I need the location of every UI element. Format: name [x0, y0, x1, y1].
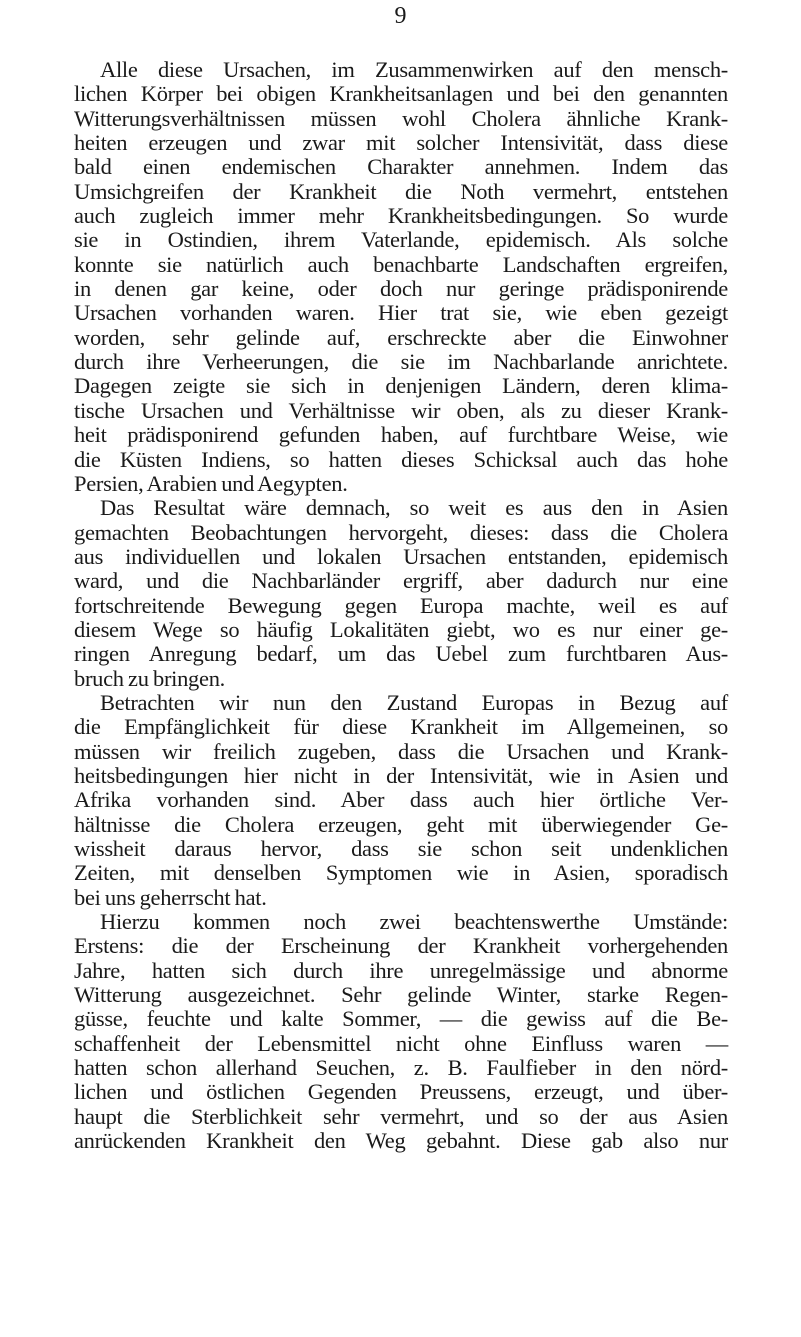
text-line: Hierzu kommen noch zwei beachtenswerthe Umstände:: [100, 909, 728, 935]
text-line: wissheit daraus hervor, dass sie schon seit undenklichen: [74, 836, 728, 861]
text-line: sie in Ostindien, ihrem Vaterlande, epidemisch. Als solche: [74, 227, 728, 253]
text-line: heit prädisponirend gefunden haben, auf furchtbare Weise, wie: [74, 422, 728, 448]
text-line: Dagegen zeigte sie sich in denjenigen Ländern, deren klima-: [74, 373, 728, 399]
text-line: tische Ursachen und Verhältnisse wir oben, als zu dieser Krank-: [74, 397, 728, 423]
text-line: anrückenden Krankheit den Weg gebahnt. Diese gab also nur: [74, 1128, 728, 1154]
text-line: fortschreitende Bewegung gegen Europa machte, weil es auf: [74, 592, 728, 618]
text-line: bei uns geherrscht hat.: [74, 884, 267, 910]
text-line: lichen Körper bei obigen Krankheitsanlagen und bei den genannten: [74, 81, 728, 107]
text-line: heiten erzeugen und zwar mit solcher Intensivität, dass diese: [74, 130, 728, 156]
text-line: ringen Anregung bedarf, um das Uebel zum furchtbaren Aus-: [74, 641, 728, 667]
text-line: Jahre, hatten sich durch ihre unregelmässige und abnorme: [74, 957, 728, 983]
text-line: schaffenheit der Lebensmittel nicht ohne Einfluss waren —: [74, 1030, 728, 1056]
text-line: Afrika vorhanden sind. Aber dass auch hier örtliche Ver-: [74, 787, 728, 813]
text-line: bruch zu bringen.: [74, 665, 225, 691]
text-line: konnte sie natürlich auch benachbarte Landschaften ergreifen,: [74, 251, 728, 277]
text-line: die Empfänglichkeit für diese Krankheit im Allgemeinen, so: [74, 714, 728, 740]
text-line: hatten schon allerhand Seuchen, z. B. Faulfieber in den nörd-: [74, 1055, 728, 1081]
text-line: diesem Wege so häufig Lokalitäten giebt, wo es nur einer ge-: [74, 616, 728, 642]
text-line: durch ihre Verheerungen, die sie im Nachbarlande anrichtete.: [74, 349, 728, 375]
text-line: hältnisse die Cholera erzeugen, geht mit überwiegender Ge-: [74, 811, 728, 837]
text-line: müssen wir freilich zugeben, dass die Ursachen und Krank-: [74, 738, 728, 764]
page-number: 9: [394, 3, 407, 29]
text-line: Erstens: die der Erscheinung der Krankheit vorhergehenden: [74, 933, 728, 959]
text-line: ward, und die Nachbarländer ergriff, aber dadurch nur eine: [74, 568, 728, 594]
text-line: Das Resultat wäre demnach, so weit es aus den in Asien: [100, 495, 728, 521]
text-line: heitsbedingungen hier nicht in der Intensivität, wie in Asien und: [74, 762, 728, 788]
text-line: in denen gar keine, oder doch nur geringe prädisponirende: [74, 276, 728, 302]
text-line: güsse, feuchte und kalte Sommer, — die gewiss auf die Be-: [74, 1006, 728, 1032]
text-line: Ursachen vorhanden waren. Hier trat sie, wie eben gezeigt: [74, 300, 728, 326]
text-line: worden, sehr gelinde auf, erschreckte aber die Einwohner: [74, 324, 728, 350]
text-line: auch zugleich immer mehr Krankheitsbedingungen. So wurde: [74, 203, 728, 229]
text-line: Zeiten, mit denselben Symptomen wie in Asien, sporadisch: [74, 860, 728, 886]
text-line: lichen und östlichen Gegenden Preussens, erzeugt, und über-: [74, 1079, 728, 1105]
text-line: aus individuellen und lokalen Ursachen entstanden, epidemisch: [74, 543, 728, 569]
text-line: Witterung ausgezeichnet. Sehr gelinde Winter, starke Regen-: [74, 982, 728, 1008]
text-line: Umsichgreifen der Krankheit die Noth vermehrt, entstehen: [74, 178, 728, 204]
text-line: bald einen endemischen Charakter annehmen. Indem das: [74, 154, 728, 180]
text-line: Alle diese Ursachen, im Zusammenwirken auf den mensch-: [100, 57, 728, 82]
text-line: gemachten Beobachtungen hervorgeht, dieses: dass die Cholera: [74, 519, 728, 545]
body-text: [74, 58, 728, 1153]
text-line: Betrachten wir nun den Zustand Europas in Bezug auf: [100, 689, 728, 715]
text-line: haupt die Sterblichkeit sehr vermehrt, und so der aus Asien: [74, 1103, 728, 1129]
text-line: die Küsten Indiens, so hatten dieses Schicksal auch das hohe: [74, 446, 728, 472]
text-line: Persien, Arabien und Aegypten.: [74, 470, 348, 496]
text-line: Witterungsverhältnissen müssen wohl Cholera ähnliche Krank-: [74, 105, 728, 131]
